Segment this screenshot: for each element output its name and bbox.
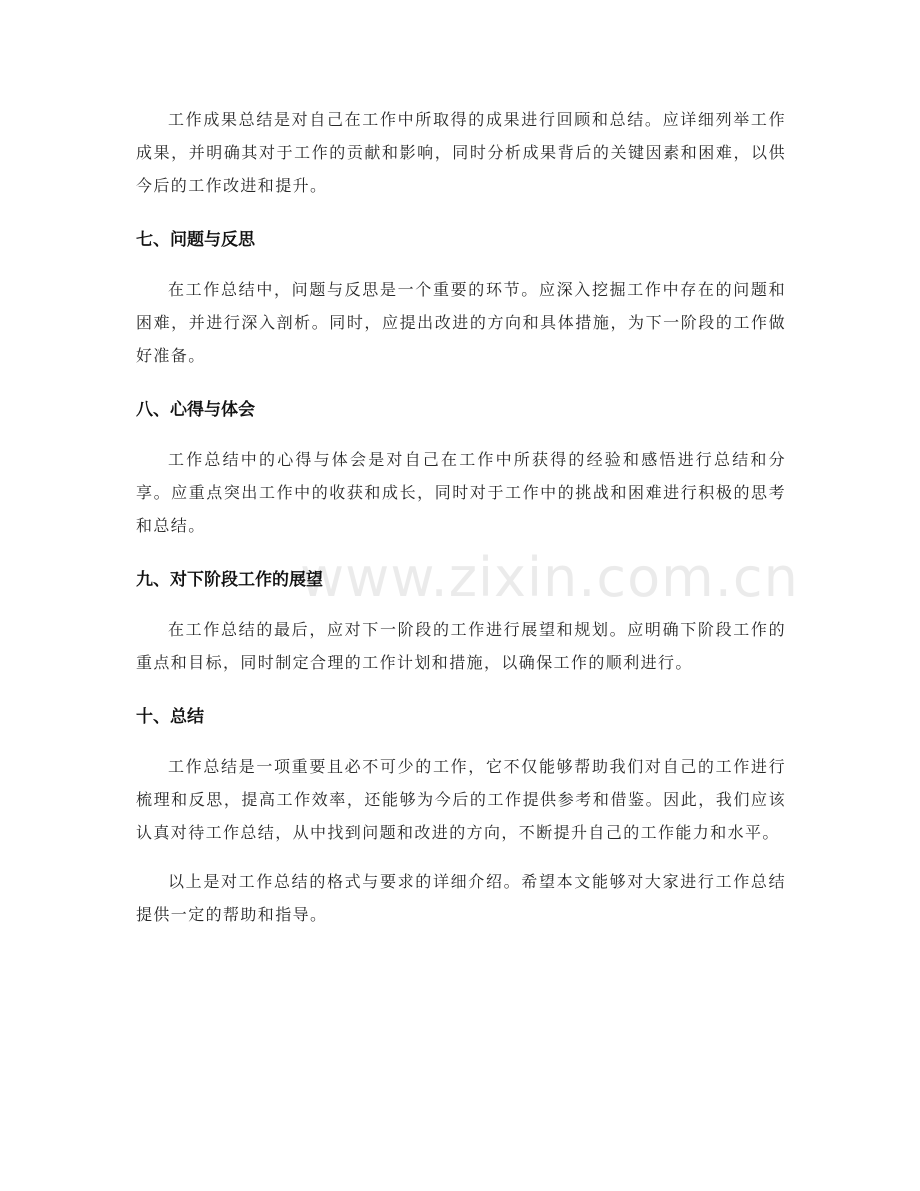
section-9-paragraph: 在工作总结的最后，应对下一阶段的工作进行展望和规划。应明确下阶段工作的重点和目标，同时制定合理的工作计划和措施，以确保工作的顺利进行。 — [136, 620, 786, 672]
section-7-heading: 七、问题与反思 — [136, 230, 255, 250]
section-7-paragraph: 在工作总结中，问题与反思是一个重要的环节。应深入挖掘工作中存在的问题和困难，并进行深入剖析。同时，应提出改进的方向和具体措施，为下一阶段的工作做好准备。 — [136, 280, 786, 365]
watermark: www.zixin.com.cn — [300, 546, 799, 609]
section-10-heading: 十、总结 — [136, 707, 204, 727]
section-8-paragraph: 工作总结中的心得与体会是对自己在工作中所获得的经验和感悟进行总结和分享。应重点突出工作中的收获和成长，同时对于工作中的挑战和困难进行积极的思考和总结。 — [136, 450, 786, 535]
document-page — [136, 103, 786, 931]
section-9-heading: 九、对下阶段工作的展望 — [136, 570, 323, 590]
section-10-paragraph: 工作总结是一项重要且必不可少的工作，它不仅能够帮助我们对自己的工作进行梳理和反思，提高工作效率，还能够为今后的工作提供参考和借鉴。因此，我们应该认真对待工作总结，从中找到问题和改进的方向，不断提升自己的工作能力和水平。 — [136, 757, 786, 842]
closing-paragraph: 以上是对工作总结的格式与要求的详细介绍。希望本文能够对大家进行工作总结提供一定的帮助和指导。 — [136, 872, 786, 924]
section-8-heading: 八、心得与体会 — [136, 400, 255, 420]
intro-paragraph: 工作成果总结是对自己在工作中所取得的成果进行回顾和总结。应详细列举工作成果，并明确其对于工作的贡献和影响，同时分析成果背后的关键因素和困难，以供今后的工作改进和提升。 — [136, 110, 786, 195]
